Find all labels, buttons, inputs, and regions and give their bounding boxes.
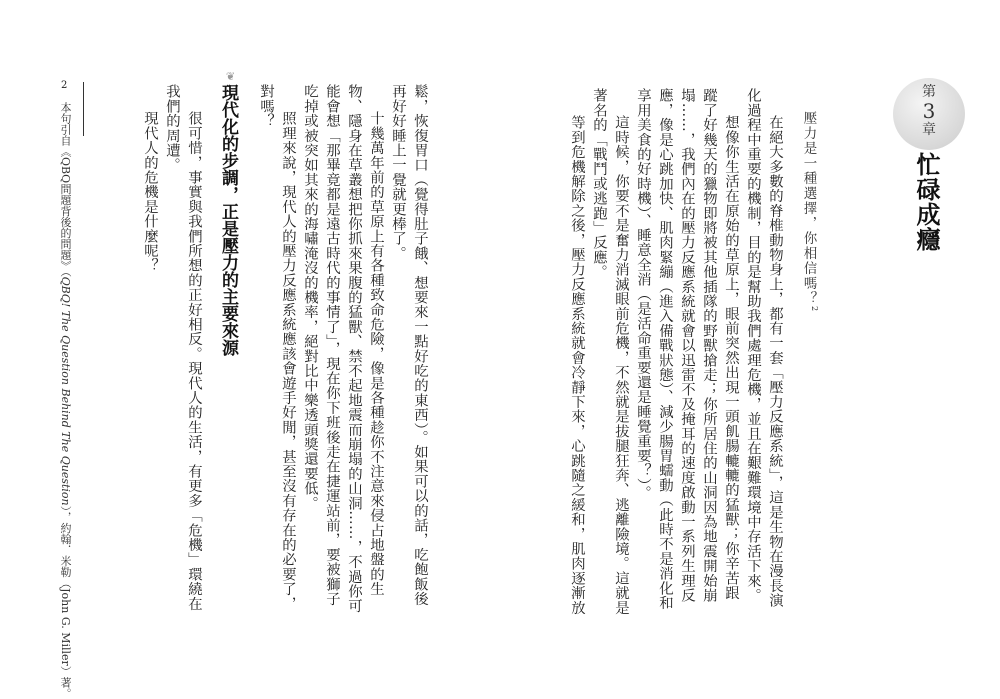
text-line: 我們的周遭。 — [164, 84, 180, 173]
text-line: 現代人的危機是什麼呢？ — [142, 111, 158, 273]
chapter-subtitle — [799, 111, 825, 313]
leaf-ornament-icon: ❦ — [224, 70, 237, 83]
footnote-number: 2 — [61, 80, 68, 91]
text-line: 鬆，恢復胃口（覺得肚子餓、想要來一點好吃的東西）。如果可以的話，吃飽飯後 — [412, 84, 428, 606]
footnote-english-title: QBQ! The Question Behind The Question — [59, 276, 72, 506]
footnote-ref: 2 — [810, 306, 819, 313]
text-line: 享用美食的好時機）、睡意全消（是活命重要還是睡覺重要？）。 — [635, 88, 651, 500]
footnote-text-after: ），約翰．米勒（John G. Miller）著。 — [59, 505, 72, 699]
text-line: 應，像是心跳加快、肌肉緊繃（進入備戰狀態）、減少腸胃蠕動（此時不是消化和 — [657, 88, 673, 610]
right-page-body — [566, 88, 786, 615]
text-line: 對嗎？ — [258, 84, 274, 129]
chapter-label — [917, 84, 941, 138]
footnote-divider — [83, 82, 84, 136]
text-line: 蹤了好幾天的獵物即將被其他插隊的野獸搶走；你所居住的山洞因為地震開始崩 — [701, 88, 717, 603]
section-heading — [215, 70, 241, 613]
text-line: 照理來說，現代人的壓力反應系統應該會遊手好閒，甚至沒有存在的必要了， — [280, 111, 296, 611]
footnote-text — [57, 102, 73, 699]
left-page-body — [139, 70, 431, 614]
section-heading-text: 現代化的步調，正是壓力的主要來源 — [218, 84, 238, 356]
chapter-suffix: 章 — [922, 122, 936, 138]
chapter-prefix: 第 — [922, 84, 936, 100]
text-line: 再好好睡上一覺就更棒了。 — [390, 84, 406, 261]
text-line: 等到危機解除之後，壓力反應系統就會冷靜下來，心跳隨之緩和，肌肉逐漸放 — [569, 115, 585, 615]
text-line: 十幾萬年前的草原上有各種致命危險，像是各種趁你不注意來侵占地盤的生 — [368, 111, 384, 597]
footnote-text-before: 本句引自《QBQ問題背後的問題》（ — [59, 102, 72, 277]
text-line: 在絕大多數的脊椎動物身上，都有一套「壓力反應系統」，這是生物在漫長演 — [767, 115, 783, 608]
chapter-title: 忙碌成癮 — [912, 152, 941, 252]
text-line: 想像你生活在原始的草原上，眼前突然出現一頭飢腸轆轆的猛獸；你辛苦跟 — [723, 115, 739, 601]
text-line: 能會想「那畢竟都是遠古時代的事情了」，現在你下班後走在捷運站前，要被獅子 — [324, 84, 340, 606]
subtitle-text: 壓力是一種選擇，你相信嗎？ — [800, 111, 817, 306]
text-line: 物、隱身在草叢想把你抓來果腹的猛獸、禁不起地震而崩塌的山洞……，不過你可 — [346, 84, 362, 614]
chapter-number: 3 — [922, 99, 936, 123]
text-line: 著名的「戰鬥或逃跑」反應。 — [591, 88, 607, 280]
text-line: 吃掉或被突如其來的海嘯淹沒的機率，絕對比中樂透頭獎還要低。 — [302, 84, 318, 511]
text-line: 這時候，你要不是奮力消滅眼前危機，不然就是拔腿狂奔、逃離險境。這就是 — [613, 115, 629, 615]
text-line: 塌……，我們內在的壓力反應系統就會以迅雷不及掩耳的速度啟動一系列生理反 — [679, 88, 695, 603]
text-line: 很可惜，事實與我們所想的正好相反。現代人的生活，有更多「危機」環繞在 — [186, 111, 202, 611]
text-line: 化過程中重要的機制，目的是幫助我們處理危機，並且在艱難環境中存活下來。 — [745, 88, 761, 603]
